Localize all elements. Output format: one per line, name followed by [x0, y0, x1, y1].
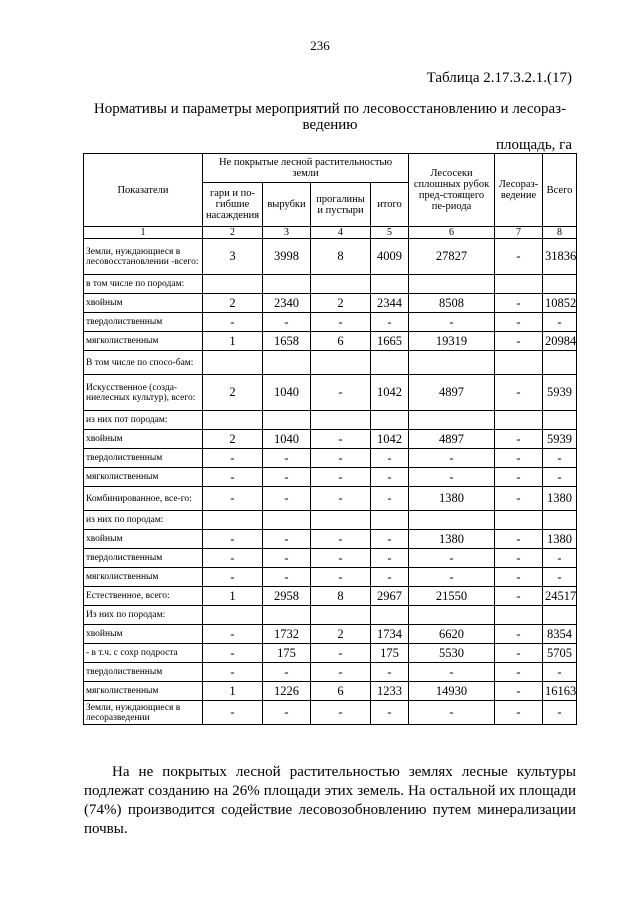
table-cell — [371, 351, 409, 375]
table-cell: 1 — [203, 332, 263, 351]
table-row — [84, 625, 577, 644]
table-cell: - — [543, 701, 577, 725]
table-cell: 1380 — [543, 487, 577, 511]
table-row — [84, 663, 577, 682]
header-cutting-areas: Лесосеки сплошных рубок пред-стоящего пе-риода — [409, 154, 495, 227]
table-cell: - — [409, 568, 495, 587]
table-cell: - — [409, 449, 495, 468]
table-cell: - — [495, 701, 543, 725]
table-cell: 1380 — [409, 487, 495, 511]
table-cell: 2958 — [263, 587, 311, 606]
table-cell: - — [495, 375, 543, 411]
table-cell: - — [409, 663, 495, 682]
table-cell: 21550 — [409, 587, 495, 606]
table-cell — [543, 275, 577, 294]
table-cell: 24517 — [543, 587, 577, 606]
table-cell: 1042 — [371, 430, 409, 449]
table-cell — [263, 275, 311, 294]
table-cell: - — [311, 701, 371, 725]
table-cell — [371, 411, 409, 430]
row-label: хвойным — [84, 625, 203, 644]
table-row — [84, 313, 577, 332]
table-cell: - — [311, 549, 371, 568]
table-cell: 6620 — [409, 625, 495, 644]
table-cell: 20984 — [543, 332, 577, 351]
table-row — [84, 644, 577, 663]
table-row — [84, 375, 577, 411]
table-cell: - — [495, 487, 543, 511]
table-row — [84, 468, 577, 487]
table-cell — [495, 351, 543, 375]
row-label: Естественное, всего: — [84, 587, 203, 606]
table-cell: 19319 — [409, 332, 495, 351]
table-cell: - — [371, 663, 409, 682]
table-cell: - — [495, 530, 543, 549]
table-cell: - — [543, 449, 577, 468]
table-cell: - — [263, 449, 311, 468]
table-row — [84, 487, 577, 511]
table-cell: 175 — [263, 644, 311, 663]
table-cell — [203, 411, 263, 430]
table-cell: - — [203, 530, 263, 549]
table-cell: 2 — [203, 430, 263, 449]
table-row — [84, 549, 577, 568]
table-cell: 8354 — [543, 625, 577, 644]
table-cell: 1380 — [543, 530, 577, 549]
row-label: мягколиственным — [84, 332, 203, 351]
table-cell: - — [495, 332, 543, 351]
table-cell — [311, 351, 371, 375]
table-cell: - — [203, 313, 263, 332]
table-row — [84, 449, 577, 468]
table-cell: - — [495, 239, 543, 275]
page-number: 236 — [310, 38, 330, 53]
table-cell: - — [543, 468, 577, 487]
table-cell: - — [311, 487, 371, 511]
table-cell — [311, 511, 371, 530]
table-cell — [203, 511, 263, 530]
row-label: из них пот породам: — [84, 411, 203, 430]
column-number: 3 — [263, 227, 311, 239]
table-cell — [263, 511, 311, 530]
table-cell — [311, 275, 371, 294]
table-cell: - — [371, 549, 409, 568]
table-cell — [263, 606, 311, 625]
table-row — [84, 332, 577, 351]
table-cell: - — [495, 682, 543, 701]
table-row — [84, 275, 577, 294]
table-cell: 10852 — [543, 294, 577, 313]
table-cell — [371, 511, 409, 530]
table-cell: - — [495, 430, 543, 449]
table-cell: - — [409, 701, 495, 725]
table-cell: 1734 — [371, 625, 409, 644]
table-cell: 5530 — [409, 644, 495, 663]
table-cell: 6 — [311, 332, 371, 351]
table-cell: - — [311, 375, 371, 411]
table-cell — [543, 351, 577, 375]
column-number: 2 — [203, 227, 263, 239]
header-burned: гари и по-гибшие насаждения — [203, 183, 263, 227]
table-row — [84, 351, 577, 375]
table-row — [84, 701, 577, 725]
table-cell — [263, 411, 311, 430]
table-cell: - — [203, 644, 263, 663]
table-cell: - — [543, 568, 577, 587]
units-label: площадь, га — [495, 137, 572, 153]
row-label: твердолиственным — [84, 449, 203, 468]
table-cell — [311, 411, 371, 430]
column-number: 1 — [84, 227, 203, 239]
table-cell: 8 — [311, 587, 371, 606]
table-row — [84, 682, 577, 701]
row-label: мягколиственным — [84, 682, 203, 701]
table-cell: 1665 — [371, 332, 409, 351]
header-afforestation: Лесораз-ведение — [495, 154, 543, 227]
table-cell: - — [311, 644, 371, 663]
table-cell: - — [543, 549, 577, 568]
table-cell — [409, 606, 495, 625]
table-cell: 2967 — [371, 587, 409, 606]
column-number: 6 — [409, 227, 495, 239]
table-cell: 5705 — [543, 644, 577, 663]
table-cell: - — [203, 549, 263, 568]
table-cell: 1 — [203, 682, 263, 701]
table-cell: - — [203, 468, 263, 487]
body-paragraph: На не покрытых лесной растительностью землях лесные культуры подлежат созданию на 26% площади этих земель. На остальной их площади (74%) производится содействие лесовозобновлению путем минерализации почвы. — [84, 764, 576, 837]
table-cell: - — [203, 568, 263, 587]
row-label: - в т.ч. с сохр подроста — [84, 644, 203, 663]
table-cell — [371, 275, 409, 294]
table-cell: 8 — [311, 239, 371, 275]
table-cell: 16163 — [543, 682, 577, 701]
table-cell: 1732 — [263, 625, 311, 644]
table-cell — [371, 606, 409, 625]
table-cell: - — [263, 487, 311, 511]
table-cell — [543, 511, 577, 530]
row-label: мягколиственным — [84, 568, 203, 587]
table-cell: - — [495, 549, 543, 568]
row-label: мягколиственным — [84, 468, 203, 487]
table-cell: 31836 — [543, 239, 577, 275]
row-label: Из них по породам: — [84, 606, 203, 625]
table-cell: 1380 — [409, 530, 495, 549]
row-label: В том числе по спосо-бам: — [84, 351, 203, 375]
table-cell: - — [495, 587, 543, 606]
row-label: хвойным — [84, 430, 203, 449]
table-title: Нормативы и параметры мероприятий по лесовосстановлению и лесораз-ведению — [93, 101, 567, 133]
table-cell: - — [263, 530, 311, 549]
table-cell: 8508 — [409, 294, 495, 313]
table-cell — [495, 411, 543, 430]
table-cell: - — [409, 313, 495, 332]
table-cell: 1040 — [263, 430, 311, 449]
header-grand-total: Всего — [543, 154, 577, 227]
table-cell — [203, 606, 263, 625]
table-cell: - — [371, 487, 409, 511]
table-cell: 1658 — [263, 332, 311, 351]
table-cell: 4897 — [409, 430, 495, 449]
row-label: в том числе по породам: — [84, 275, 203, 294]
table-cell: - — [543, 663, 577, 682]
table-cell: 4897 — [409, 375, 495, 411]
table-cell: 3 — [203, 239, 263, 275]
table-cell: - — [203, 449, 263, 468]
table-cell: 6 — [311, 682, 371, 701]
table-cell — [409, 351, 495, 375]
table-cell — [495, 606, 543, 625]
row-label: твердолиственным — [84, 549, 203, 568]
table-cell: 175 — [371, 644, 409, 663]
column-number: 7 — [495, 227, 543, 239]
row-label: Земли, нуждающиеся в лесоразведении — [84, 701, 203, 725]
table-cell: - — [311, 663, 371, 682]
table-cell: 1 — [203, 587, 263, 606]
table-cell — [543, 606, 577, 625]
table-cell — [409, 275, 495, 294]
table-cell: 3998 — [263, 239, 311, 275]
row-label: твердолиственным — [84, 663, 203, 682]
table-cell: 14930 — [409, 682, 495, 701]
table-cell: - — [371, 313, 409, 332]
table-cell: - — [543, 313, 577, 332]
table-cell — [263, 351, 311, 375]
table-cell: 1226 — [263, 682, 311, 701]
reforestation-table — [83, 153, 577, 725]
table-cell — [311, 606, 371, 625]
table-cell: - — [495, 449, 543, 468]
table-cell: - — [371, 701, 409, 725]
table-cell — [409, 411, 495, 430]
table-cell: - — [311, 568, 371, 587]
header-clearings: вырубки — [263, 183, 311, 227]
table-cell: - — [263, 701, 311, 725]
table-cell: - — [263, 568, 311, 587]
table-cell: - — [311, 430, 371, 449]
table-cell — [409, 511, 495, 530]
table-cell: 4009 — [371, 239, 409, 275]
table-cell: 5939 — [543, 375, 577, 411]
table-cell: - — [203, 701, 263, 725]
row-label: Комбинированное, все-го: — [84, 487, 203, 511]
table-cell: 1042 — [371, 375, 409, 411]
table-row — [84, 430, 577, 449]
header-total: итого — [371, 183, 409, 227]
table-cell: - — [311, 530, 371, 549]
table-cell: - — [263, 549, 311, 568]
row-label: твердолиственным — [84, 313, 203, 332]
table-row — [84, 411, 577, 430]
table-cell: - — [371, 449, 409, 468]
table-cell: - — [409, 468, 495, 487]
table-cell: - — [495, 644, 543, 663]
table-row — [84, 530, 577, 549]
table-cell: - — [371, 468, 409, 487]
table-cell: - — [495, 313, 543, 332]
row-label: Земли, нуждающиеся в лесовосстановлении -всего: — [84, 239, 203, 275]
table-row — [84, 587, 577, 606]
table-cell: - — [203, 625, 263, 644]
table-row — [84, 568, 577, 587]
table-cell: - — [371, 568, 409, 587]
row-label: из них по породам: — [84, 511, 203, 530]
row-label: Искусственное (созда-ниелесных культур), всего: — [84, 375, 203, 411]
table-cell: 1040 — [263, 375, 311, 411]
table-cell: - — [263, 468, 311, 487]
table-cell: 2 — [311, 625, 371, 644]
table-cell: - — [311, 449, 371, 468]
table-cell: - — [263, 663, 311, 682]
table-row — [84, 511, 577, 530]
row-label: хвойным — [84, 530, 203, 549]
row-label: хвойным — [84, 294, 203, 313]
table-reference: Таблица 2.17.3.2.1.(17) — [426, 70, 572, 86]
column-number: 5 — [371, 227, 409, 239]
table-cell: 2340 — [263, 294, 311, 313]
table-cell: - — [263, 313, 311, 332]
table-cell — [543, 411, 577, 430]
table-cell — [203, 351, 263, 375]
table-cell: 5939 — [543, 430, 577, 449]
table-cell: - — [495, 468, 543, 487]
table-cell: - — [495, 294, 543, 313]
table-cell — [495, 275, 543, 294]
table-cell: - — [495, 663, 543, 682]
table-cell: - — [203, 487, 263, 511]
table-cell: 2 — [311, 294, 371, 313]
table-row — [84, 294, 577, 313]
table-cell: - — [203, 663, 263, 682]
table-cell: - — [311, 313, 371, 332]
table-row — [84, 239, 577, 275]
table-cell — [495, 511, 543, 530]
table-cell: - — [311, 468, 371, 487]
table-cell: 1233 — [371, 682, 409, 701]
table-cell: - — [495, 625, 543, 644]
table-cell: 27827 — [409, 239, 495, 275]
header-unforested: Не покрытые лесной растительностью земли — [203, 154, 409, 183]
table-cell: 2 — [203, 375, 263, 411]
column-number: 8 — [543, 227, 577, 239]
table-cell — [203, 275, 263, 294]
table-row — [84, 606, 577, 625]
table-cell: 2344 — [371, 294, 409, 313]
table-cell: 2 — [203, 294, 263, 313]
column-number: 4 — [311, 227, 371, 239]
table-cell: - — [371, 530, 409, 549]
header-indicator: Показатели — [84, 154, 203, 227]
header-glades: прогалины и пустыри — [311, 183, 371, 227]
table-cell: - — [495, 568, 543, 587]
table-cell: - — [409, 549, 495, 568]
